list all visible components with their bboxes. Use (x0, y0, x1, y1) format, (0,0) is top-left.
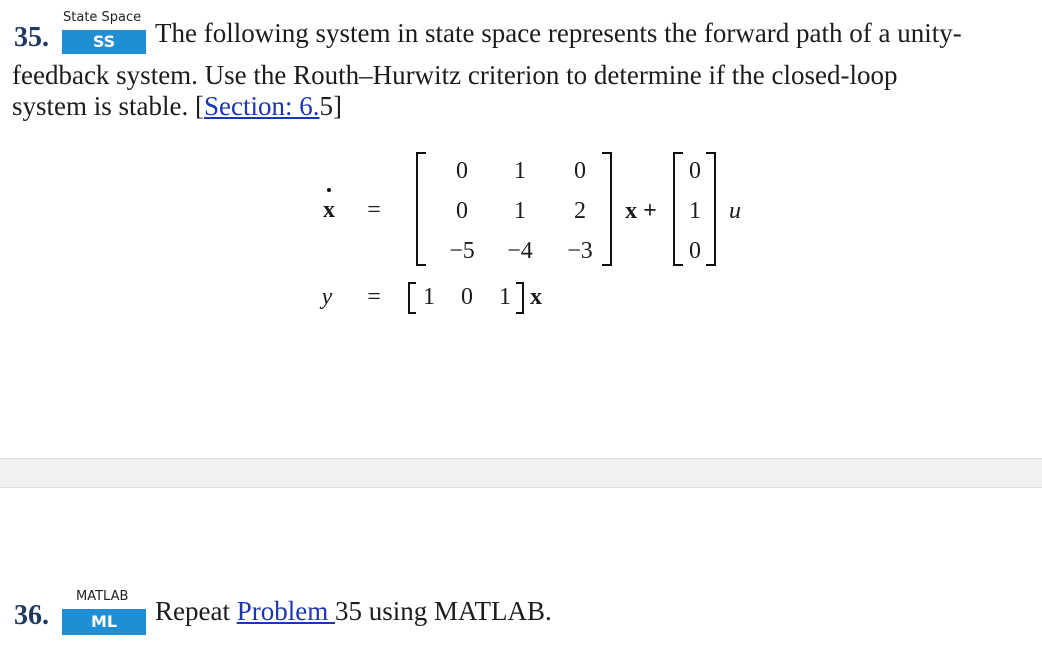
matrix-a-cell: 0 (574, 158, 586, 184)
matlab-badge-label: MATLAB (76, 589, 129, 604)
matrix-a-left-bracket (416, 152, 426, 266)
section-divider-band (0, 458, 1042, 488)
matrix-a-right-bracket (602, 152, 612, 266)
x-plus-term (616, 199, 666, 223)
matrix-c-left-bracket (408, 282, 416, 314)
line-3-prefix: system is stable. [ (12, 91, 204, 121)
matrix-a-cell: 2 (574, 198, 586, 224)
matrix-c-right-bracket (516, 282, 524, 314)
x-dot-symbol (318, 198, 340, 222)
equals-sign-1: = (367, 197, 381, 223)
section-link-tail: 5 (319, 91, 333, 121)
problem-35-number: 35. (14, 22, 49, 53)
state-space-badge-label: State Space (63, 10, 142, 25)
problem-36-number: 36. (14, 600, 49, 631)
matrix-a-cell: −5 (449, 238, 475, 264)
matrix-a-cell: −4 (507, 238, 533, 264)
matrix-a-cell: −3 (567, 238, 593, 264)
problem-36-text (155, 598, 552, 625)
state-x-output: x (530, 284, 542, 310)
problem-35-line-3 (12, 93, 342, 120)
matrix-a-cell: 1 (514, 158, 526, 184)
matrix-c-cell: 1 (423, 284, 435, 310)
matrix-b-cell: 0 (689, 158, 701, 184)
equals-sign-2: = (367, 284, 381, 310)
section-link[interactable]: Section: 6. (203, 91, 320, 121)
problem-link[interactable]: Problem (236, 596, 335, 626)
line-3-suffix: ] (332, 91, 342, 121)
matrix-a-cell: 0 (456, 198, 468, 224)
ml-badge: ML (62, 609, 146, 635)
x-plus-text: x + (625, 198, 657, 224)
matrix-b-cell: 1 (689, 198, 701, 224)
matrix-a-cell: 0 (456, 158, 468, 184)
problem-35-line-2: feedback system. Use the Routh–Hurwitz criterion to determine if the closed-loop (12, 60, 898, 90)
ss-badge: SS (62, 30, 146, 54)
output-y: y (321, 284, 333, 310)
problem-36-prefix: Repeat (155, 596, 237, 626)
matrix-b-cell: 0 (689, 238, 701, 264)
x-dot-letter: x (323, 197, 335, 223)
matrix-c-cell: 1 (499, 284, 511, 310)
input-u: u (729, 198, 741, 224)
matrix-a-cell: 1 (514, 198, 526, 224)
dot-mark (327, 188, 331, 192)
problem-link-tail: 35 (334, 596, 362, 626)
problem-36-suffix: using MATLAB. (361, 596, 552, 626)
matrix-c-cell: 0 (461, 284, 473, 310)
problem-35-line-1: The following system in state space represents the forward path of a unity- (155, 18, 962, 48)
